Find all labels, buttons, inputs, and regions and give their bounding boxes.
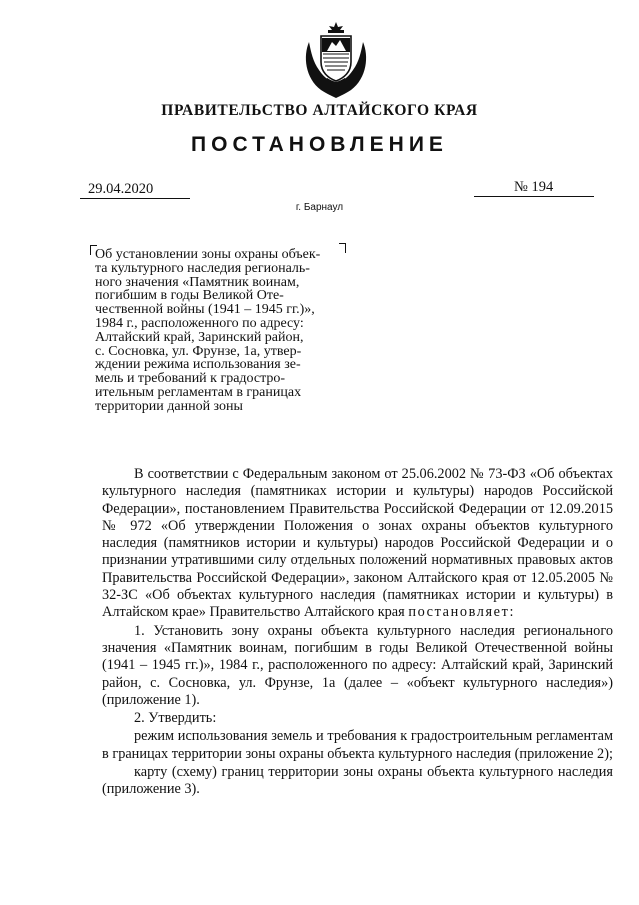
- paragraph-preamble: [102, 466, 613, 622]
- authority-title: ПРАВИТЕЛЬСТВО АЛТАЙСКОГО КРАЯ: [161, 102, 478, 119]
- number-underline: [474, 196, 594, 197]
- paragraph-approve-map: карту (схему) границ территории зоны охраны объекта культурного наследия (приложение 3).: [102, 764, 613, 798]
- preamble-text: В соответствии с Федеральным законом от 25.06.2002 № 73-ФЗ «Об объектах культурного наследия (памятниках истории и культуры) народов Российской Федерации», постановлением Правительства Российской Федерации от 12.09.2015 № 972 «Об утверждении Положения о зонах охраны объектов культурного наследия (памятников истории и культуры) народов Российской Федерации и о признании утратившими силу отдельных положений нормативных правовых актов Правительства Российской Федерации», законом Алтайского края от 12.05.2005 № 32-ЗС «Об объектах культурного наследия (памятниках истории и культуры) в Алтайском крае» Правительство Алтайского края: [102, 466, 613, 621]
- document-number: № 194: [514, 179, 554, 195]
- date-underline: [80, 198, 190, 199]
- document-body: [102, 466, 613, 799]
- city-label: г. Барнаул: [295, 202, 344, 213]
- decree-word: постановляет: [408, 604, 510, 621]
- document-type: ПОСТАНОВЛЕНИЕ: [191, 133, 448, 156]
- document-subject: Об установлении зоны охраны объек- та культурного наследия региональ- ного значения «Памятник воинам, погибшим в годы Великой Оте- чественной войны (1941 – 1945 гг.)», 1984 г., расположенного по адресу: Алтайский край, Заринский район, с. Сосновка, ул. Фрунзе, 1а, утвер- ждении режима использования зе- мель и требований к градостро- ительным регламентам в границах территории данной зоны: [95, 247, 321, 414]
- document-date: 29.04.2020: [88, 181, 154, 197]
- paragraph-item-2: 2. Утвердить:: [134, 710, 217, 727]
- paragraph-item-1: 1. Установить зону охраны объекта культурного наследия регионального значения «Памятник воинам, погибшим в годы Великой Отечественной войны (1941 – 1945 гг.)», 1984 г., расположенного по адресу: Алтайский край, Заринский район, с. Сосновка, ул. Фрунзе, 1а (далее – «объект культурного наследия») (приложение 1).: [102, 622, 613, 708]
- paragraph-approve-regime: режим использования земель и требования к градостроительным регламентам в границах территории зоны охраны объекта культурного наследия (приложение 2);: [102, 728, 613, 762]
- coat-of-arms-icon: [297, 18, 375, 102]
- decree-colon: :: [509, 604, 514, 621]
